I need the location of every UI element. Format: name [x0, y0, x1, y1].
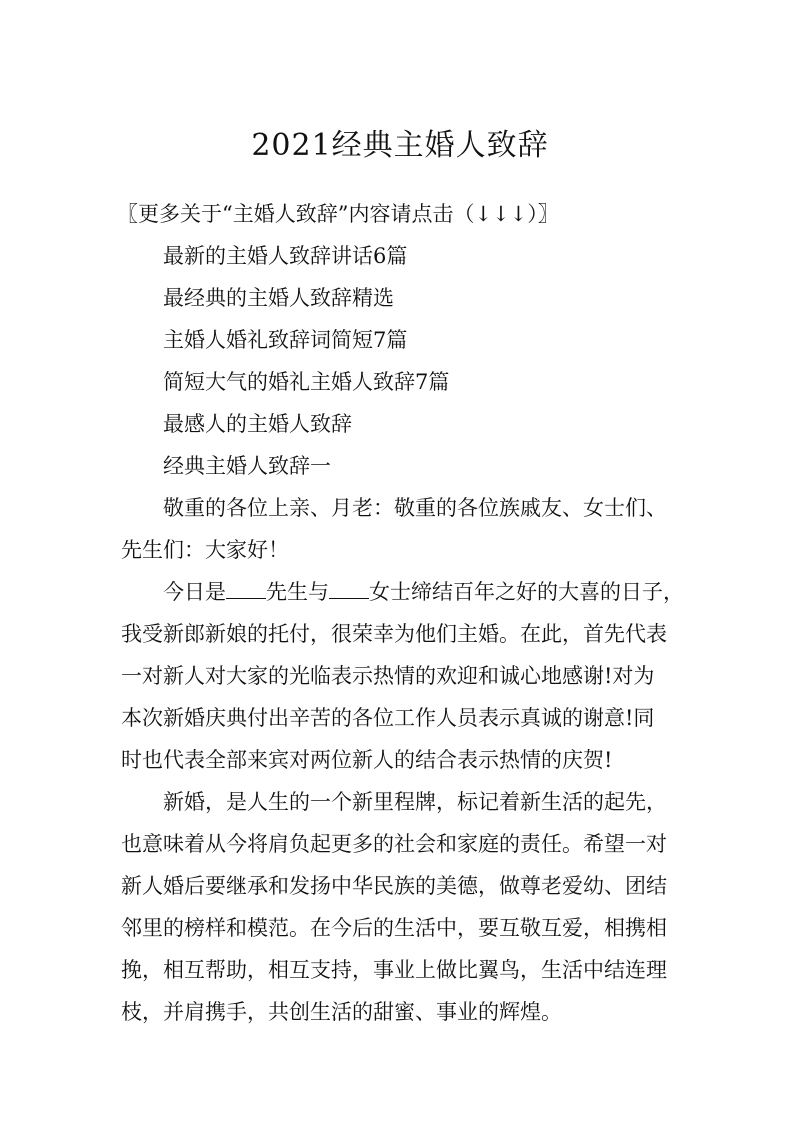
related-link-2[interactable]: 最经典的主婚人致辞精选 — [163, 286, 394, 310]
greeting-line-2: 先生们：大家好！ — [121, 538, 289, 562]
groom-name-blank — [226, 578, 266, 599]
more-content-link[interactable]: 〖更多关于“主婚人致辞”内容请点击（↓↓↓）〗 — [117, 202, 559, 226]
para1-text-a: 今日是 — [163, 580, 226, 604]
para1-line-4: 本次新婚庆典付出辛苦的各位工作人员表示真诚的谢意!同 — [121, 706, 655, 730]
para2-line-4: 邻里的榜样和模范。在今后的生活中，要互敬互爱，相携相 — [121, 916, 667, 940]
para1-line-1 — [163, 578, 684, 606]
para2-line-3: 新人婚后要继承和发扬中华民族的美德，做尊老爱幼、团结 — [121, 874, 667, 898]
document-title: 2021经典主婚人致辞 — [251, 128, 549, 163]
para2-line-2: 也意味着从今将肩负起更多的社会和家庭的责任。希望一对 — [121, 832, 667, 856]
para2-line-1: 新婚，是人生的一个新里程牌，标记着新生活的起先， — [163, 790, 667, 814]
bride-name-blank — [329, 578, 369, 599]
related-link-4[interactable]: 简短大气的婚礼主婚人致辞7篇 — [163, 370, 450, 394]
section-heading: 经典主婚人致辞一 — [163, 454, 331, 478]
related-link-5[interactable]: 最感人的主婚人致辞 — [163, 412, 352, 436]
para1-line-2: 我受新郎新娘的托付，很荣幸为他们主婚。在此，首先代表 — [121, 622, 667, 646]
para1-text-c: 女士缔结百年之好的大喜的日子， — [369, 580, 684, 604]
para1-text-b: 先生与 — [266, 580, 329, 604]
greeting-line-1: 敬重的各位上亲、月老：敬重的各位族戚友、女士们、 — [163, 496, 667, 520]
para2-line-5: 挽，相互帮助，相互支持，事业上做比翼鸟，生活中结连理 — [121, 958, 667, 982]
related-link-3[interactable]: 主婚人婚礼致辞词简短7篇 — [163, 328, 408, 352]
para1-line-3: 一对新人对大家的光临表示热情的欢迎和诚心地感谢!对为 — [121, 664, 655, 688]
para2-line-6: 枝，并肩携手，共创生活的甜蜜、事业的辉煌。 — [121, 1000, 562, 1024]
related-link-1[interactable]: 最新的主婚人致辞讲话6篇 — [163, 244, 408, 268]
para1-line-5: 时也代表全部来宾对两位新人的结合表示热情的庆贺! — [121, 748, 613, 772]
